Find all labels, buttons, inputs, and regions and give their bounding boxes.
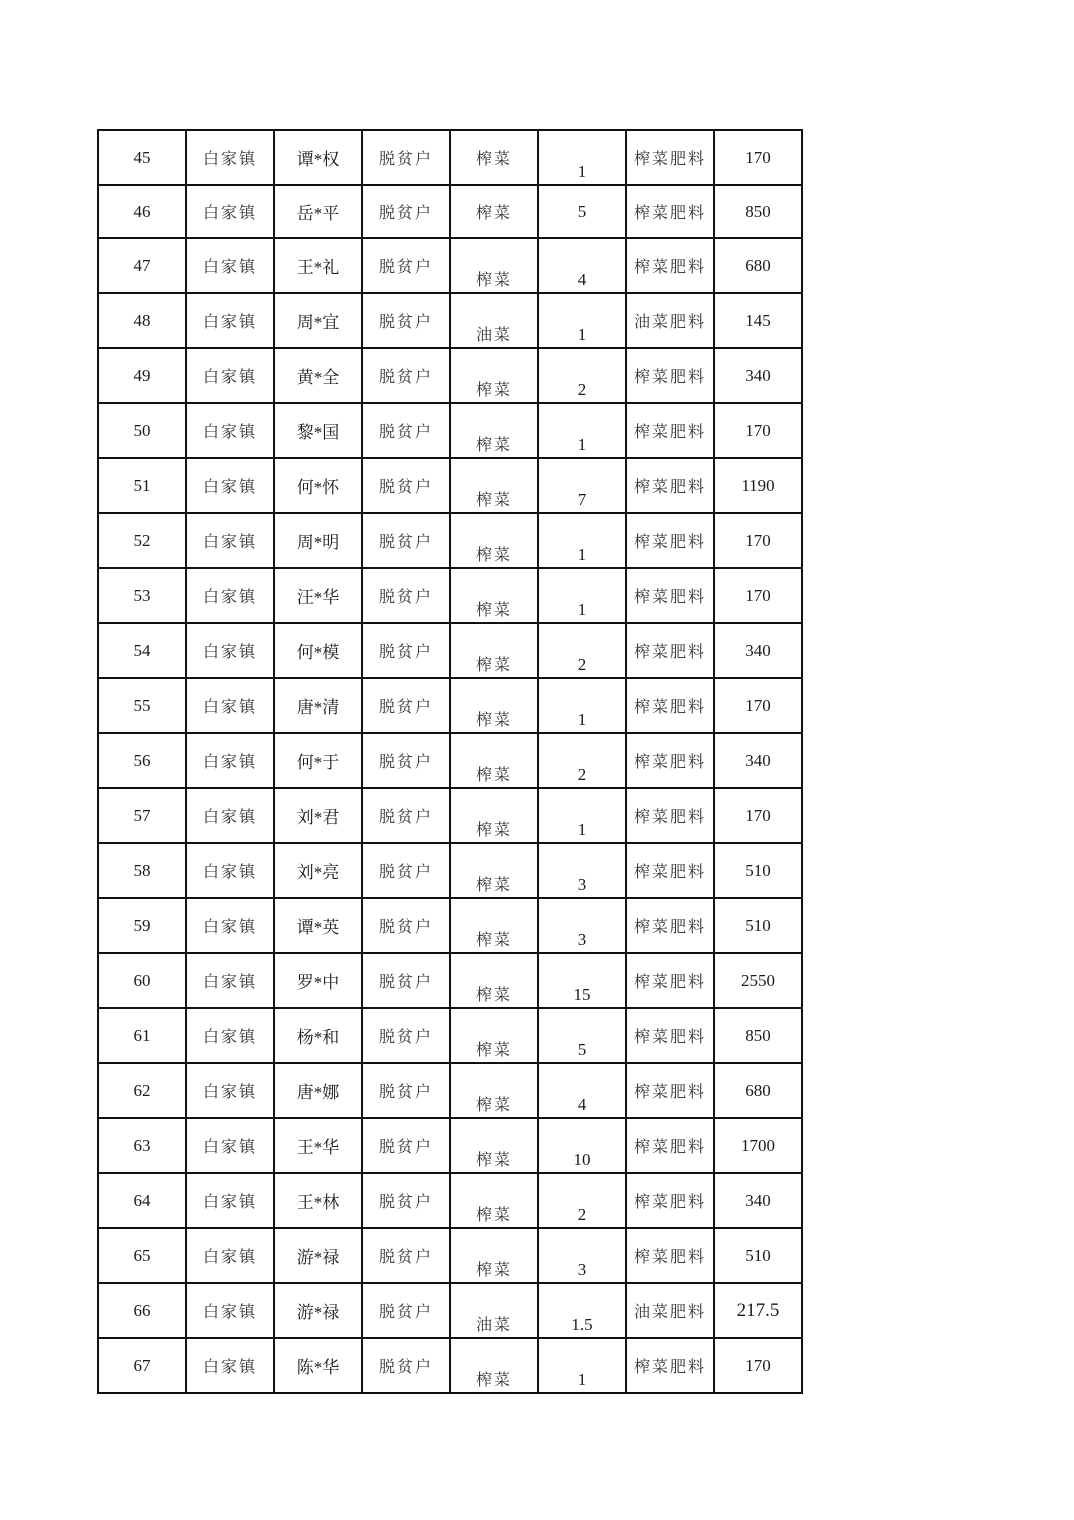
cell-quantity: 1 <box>538 788 626 843</box>
cell-amount: 510 <box>714 898 802 953</box>
table-row <box>98 348 802 403</box>
cell-household-type: 脱贫户 <box>362 1228 450 1283</box>
cell-amount: 850 <box>714 185 802 238</box>
cell-subsidy-item: 榨菜肥料 <box>626 1008 714 1063</box>
cell-subsidy-item: 榨菜肥料 <box>626 1118 714 1173</box>
cell-amount: 170 <box>714 678 802 733</box>
cell-number: 61 <box>98 1008 186 1063</box>
cell-town: 白家镇 <box>186 568 274 623</box>
cell-number: 57 <box>98 788 186 843</box>
cell-crop: 榨菜 <box>450 238 538 293</box>
table-row <box>98 568 802 623</box>
cell-household-type: 脱贫户 <box>362 568 450 623</box>
cell-household-type: 脱贫户 <box>362 1118 450 1173</box>
cell-subsidy-item: 油菜肥料 <box>626 293 714 348</box>
cell-household-type: 脱贫户 <box>362 513 450 568</box>
cell-quantity: 1 <box>538 130 626 185</box>
cell-amount: 2550 <box>714 953 802 1008</box>
cell-household-type: 脱贫户 <box>362 185 450 238</box>
cell-household-type: 脱贫户 <box>362 348 450 403</box>
cell-amount: 680 <box>714 1063 802 1118</box>
cell-name: 岳*平 <box>274 185 362 238</box>
cell-crop: 榨菜 <box>450 733 538 788</box>
cell-town: 白家镇 <box>186 1118 274 1173</box>
cell-subsidy-item: 榨菜肥料 <box>626 898 714 953</box>
cell-household-type: 脱贫户 <box>362 293 450 348</box>
cell-subsidy-item: 榨菜肥料 <box>626 733 714 788</box>
cell-crop: 油菜 <box>450 293 538 348</box>
cell-amount: 340 <box>714 623 802 678</box>
cell-number: 67 <box>98 1338 186 1393</box>
table-row <box>98 898 802 953</box>
cell-quantity: 1 <box>538 1338 626 1393</box>
cell-name: 王*礼 <box>274 238 362 293</box>
cell-quantity: 1 <box>538 293 626 348</box>
cell-number: 55 <box>98 678 186 733</box>
cell-name: 唐*娜 <box>274 1063 362 1118</box>
cell-quantity: 1.5 <box>538 1283 626 1338</box>
cell-crop: 榨菜 <box>450 678 538 733</box>
cell-name: 何*模 <box>274 623 362 678</box>
cell-quantity: 4 <box>538 238 626 293</box>
cell-subsidy-item: 榨菜肥料 <box>626 130 714 185</box>
cell-quantity: 15 <box>538 953 626 1008</box>
cell-name: 杨*和 <box>274 1008 362 1063</box>
table-row <box>98 623 802 678</box>
cell-household-type: 脱贫户 <box>362 403 450 458</box>
cell-number: 54 <box>98 623 186 678</box>
cell-crop: 榨菜 <box>450 568 538 623</box>
cell-amount: 340 <box>714 348 802 403</box>
table-row <box>98 733 802 788</box>
table-row <box>98 403 802 458</box>
cell-subsidy-item: 榨菜肥料 <box>626 1228 714 1283</box>
table-row <box>98 1118 802 1173</box>
cell-number: 65 <box>98 1228 186 1283</box>
cell-name: 周*明 <box>274 513 362 568</box>
cell-quantity: 1 <box>538 513 626 568</box>
cell-name: 黄*全 <box>274 348 362 403</box>
cell-crop: 榨菜 <box>450 1173 538 1228</box>
cell-amount: 340 <box>714 1173 802 1228</box>
cell-number: 45 <box>98 130 186 185</box>
subsidy-table-sheet <box>97 129 803 1394</box>
cell-town: 白家镇 <box>186 513 274 568</box>
cell-subsidy-item: 榨菜肥料 <box>626 1338 714 1393</box>
cell-town: 白家镇 <box>186 403 274 458</box>
cell-name: 何*怀 <box>274 458 362 513</box>
cell-subsidy-item: 榨菜肥料 <box>626 1063 714 1118</box>
table-body <box>98 130 802 1393</box>
cell-household-type: 脱贫户 <box>362 1173 450 1228</box>
cell-name: 陈*华 <box>274 1338 362 1393</box>
cell-amount: 340 <box>714 733 802 788</box>
cell-number: 46 <box>98 185 186 238</box>
table-row <box>98 513 802 568</box>
cell-amount: 850 <box>714 1008 802 1063</box>
cell-amount: 170 <box>714 130 802 185</box>
cell-amount: 510 <box>714 843 802 898</box>
cell-crop: 榨菜 <box>450 1338 538 1393</box>
cell-town: 白家镇 <box>186 898 274 953</box>
cell-amount: 170 <box>714 568 802 623</box>
cell-household-type: 脱贫户 <box>362 130 450 185</box>
cell-amount: 510 <box>714 1228 802 1283</box>
cell-amount: 170 <box>714 403 802 458</box>
cell-household-type: 脱贫户 <box>362 678 450 733</box>
cell-subsidy-item: 榨菜肥料 <box>626 843 714 898</box>
cell-subsidy-item: 榨菜肥料 <box>626 185 714 238</box>
table-row <box>98 678 802 733</box>
cell-amount: 170 <box>714 788 802 843</box>
cell-crop: 榨菜 <box>450 898 538 953</box>
cell-town: 白家镇 <box>186 733 274 788</box>
cell-crop: 油菜 <box>450 1283 538 1338</box>
cell-name: 王*华 <box>274 1118 362 1173</box>
cell-subsidy-item: 榨菜肥料 <box>626 403 714 458</box>
cell-number: 53 <box>98 568 186 623</box>
cell-subsidy-item: 榨菜肥料 <box>626 623 714 678</box>
cell-quantity: 2 <box>538 733 626 788</box>
cell-crop: 榨菜 <box>450 953 538 1008</box>
table-row <box>98 185 802 238</box>
cell-crop: 榨菜 <box>450 403 538 458</box>
cell-quantity: 3 <box>538 898 626 953</box>
cell-quantity: 2 <box>538 1173 626 1228</box>
cell-subsidy-item: 榨菜肥料 <box>626 568 714 623</box>
cell-crop: 榨菜 <box>450 1063 538 1118</box>
cell-town: 白家镇 <box>186 185 274 238</box>
cell-household-type: 脱贫户 <box>362 953 450 1008</box>
cell-household-type: 脱贫户 <box>362 1063 450 1118</box>
cell-household-type: 脱贫户 <box>362 458 450 513</box>
cell-subsidy-item: 榨菜肥料 <box>626 238 714 293</box>
cell-town: 白家镇 <box>186 238 274 293</box>
cell-amount: 217.5 <box>714 1283 802 1338</box>
cell-household-type: 脱贫户 <box>362 898 450 953</box>
table-row <box>98 1338 802 1393</box>
cell-household-type: 脱贫户 <box>362 1283 450 1338</box>
cell-quantity: 7 <box>538 458 626 513</box>
cell-quantity: 4 <box>538 1063 626 1118</box>
subsidy-table <box>97 129 803 1394</box>
table-row <box>98 130 802 185</box>
cell-quantity: 5 <box>538 185 626 238</box>
table-row <box>98 953 802 1008</box>
cell-number: 59 <box>98 898 186 953</box>
cell-name: 游*禄 <box>274 1228 362 1283</box>
table-row <box>98 1283 802 1338</box>
cell-quantity: 3 <box>538 843 626 898</box>
cell-subsidy-item: 榨菜肥料 <box>626 1173 714 1228</box>
cell-quantity: 1 <box>538 403 626 458</box>
table-row <box>98 238 802 293</box>
cell-number: 52 <box>98 513 186 568</box>
cell-town: 白家镇 <box>186 1063 274 1118</box>
cell-crop: 榨菜 <box>450 348 538 403</box>
cell-name: 周*宜 <box>274 293 362 348</box>
cell-amount: 1700 <box>714 1118 802 1173</box>
cell-name: 谭*权 <box>274 130 362 185</box>
cell-household-type: 脱贫户 <box>362 733 450 788</box>
cell-number: 63 <box>98 1118 186 1173</box>
cell-name: 王*林 <box>274 1173 362 1228</box>
cell-name: 刘*君 <box>274 788 362 843</box>
cell-quantity: 2 <box>538 348 626 403</box>
cell-crop: 榨菜 <box>450 513 538 568</box>
cell-amount: 145 <box>714 293 802 348</box>
cell-number: 51 <box>98 458 186 513</box>
cell-quantity: 10 <box>538 1118 626 1173</box>
table-row <box>98 1008 802 1063</box>
cell-crop: 榨菜 <box>450 843 538 898</box>
cell-crop: 榨菜 <box>450 458 538 513</box>
cell-town: 白家镇 <box>186 1228 274 1283</box>
table-row <box>98 458 802 513</box>
cell-name: 谭*英 <box>274 898 362 953</box>
cell-number: 50 <box>98 403 186 458</box>
cell-subsidy-item: 榨菜肥料 <box>626 953 714 1008</box>
cell-household-type: 脱贫户 <box>362 623 450 678</box>
cell-number: 49 <box>98 348 186 403</box>
cell-subsidy-item: 榨菜肥料 <box>626 348 714 403</box>
cell-name: 游*禄 <box>274 1283 362 1338</box>
cell-crop: 榨菜 <box>450 1008 538 1063</box>
cell-name: 何*于 <box>274 733 362 788</box>
cell-name: 刘*亮 <box>274 843 362 898</box>
cell-quantity: 5 <box>538 1008 626 1063</box>
cell-town: 白家镇 <box>186 293 274 348</box>
cell-amount: 170 <box>714 513 802 568</box>
cell-town: 白家镇 <box>186 348 274 403</box>
cell-town: 白家镇 <box>186 623 274 678</box>
cell-number: 48 <box>98 293 186 348</box>
cell-town: 白家镇 <box>186 1338 274 1393</box>
cell-name: 黎*国 <box>274 403 362 458</box>
cell-crop: 榨菜 <box>450 130 538 185</box>
cell-household-type: 脱贫户 <box>362 238 450 293</box>
cell-crop: 榨菜 <box>450 623 538 678</box>
cell-town: 白家镇 <box>186 1008 274 1063</box>
table-row <box>98 293 802 348</box>
cell-crop: 榨菜 <box>450 1228 538 1283</box>
cell-number: 66 <box>98 1283 186 1338</box>
cell-household-type: 脱贫户 <box>362 1338 450 1393</box>
cell-number: 56 <box>98 733 186 788</box>
cell-number: 62 <box>98 1063 186 1118</box>
cell-household-type: 脱贫户 <box>362 1008 450 1063</box>
cell-amount: 170 <box>714 1338 802 1393</box>
cell-household-type: 脱贫户 <box>362 788 450 843</box>
cell-town: 白家镇 <box>186 843 274 898</box>
cell-amount: 1190 <box>714 458 802 513</box>
table-row <box>98 1173 802 1228</box>
cell-subsidy-item: 榨菜肥料 <box>626 788 714 843</box>
cell-number: 58 <box>98 843 186 898</box>
cell-town: 白家镇 <box>186 788 274 843</box>
cell-name: 汪*华 <box>274 568 362 623</box>
cell-number: 47 <box>98 238 186 293</box>
cell-subsidy-item: 榨菜肥料 <box>626 458 714 513</box>
cell-number: 60 <box>98 953 186 1008</box>
cell-quantity: 1 <box>538 678 626 733</box>
cell-subsidy-item: 油菜肥料 <box>626 1283 714 1338</box>
cell-name: 罗*中 <box>274 953 362 1008</box>
cell-town: 白家镇 <box>186 1173 274 1228</box>
cell-crop: 榨菜 <box>450 788 538 843</box>
cell-number: 64 <box>98 1173 186 1228</box>
cell-subsidy-item: 榨菜肥料 <box>626 678 714 733</box>
cell-subsidy-item: 榨菜肥料 <box>626 513 714 568</box>
table-row <box>98 843 802 898</box>
cell-quantity: 1 <box>538 568 626 623</box>
cell-quantity: 3 <box>538 1228 626 1283</box>
cell-town: 白家镇 <box>186 953 274 1008</box>
cell-town: 白家镇 <box>186 130 274 185</box>
table-row <box>98 1228 802 1283</box>
cell-town: 白家镇 <box>186 1283 274 1338</box>
table-row <box>98 1063 802 1118</box>
cell-quantity: 2 <box>538 623 626 678</box>
cell-crop: 榨菜 <box>450 185 538 238</box>
cell-town: 白家镇 <box>186 458 274 513</box>
cell-crop: 榨菜 <box>450 1118 538 1173</box>
cell-name: 唐*清 <box>274 678 362 733</box>
cell-town: 白家镇 <box>186 678 274 733</box>
table-row <box>98 788 802 843</box>
cell-amount: 680 <box>714 238 802 293</box>
cell-household-type: 脱贫户 <box>362 843 450 898</box>
